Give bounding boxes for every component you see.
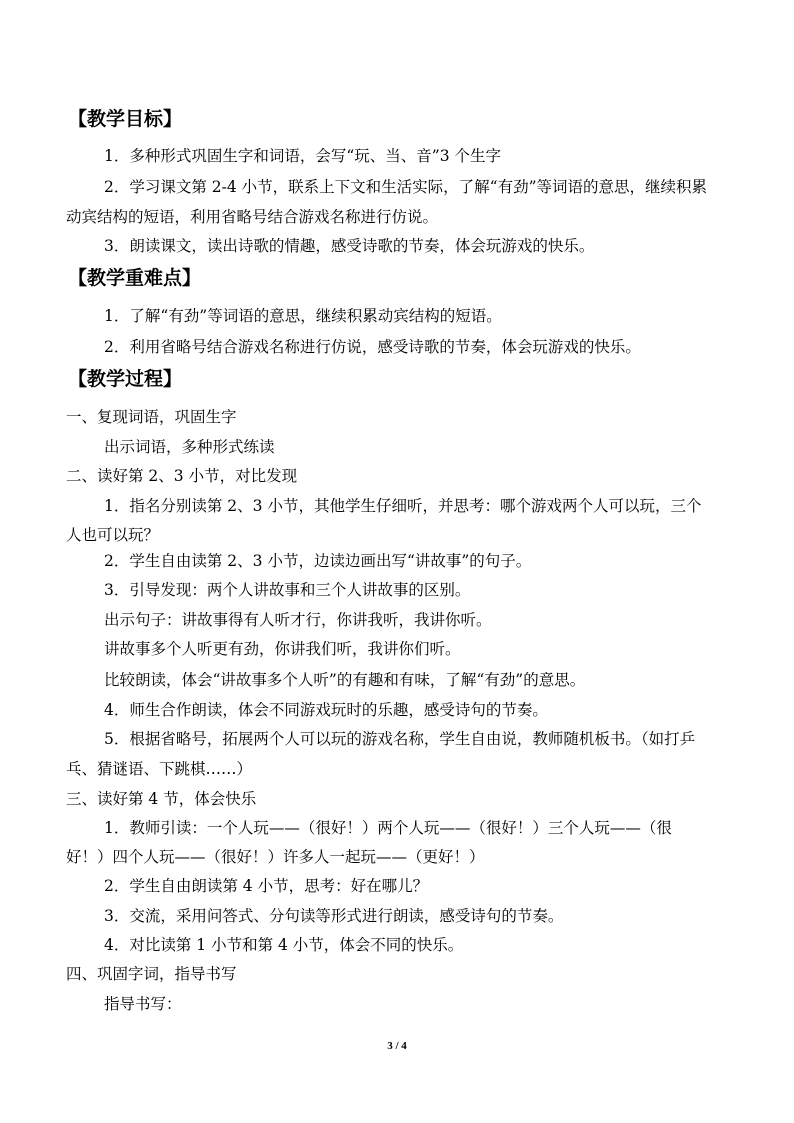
goal-item-1: 1．多种形式巩固生字和词语，会写“玩、当、音”3 个生字	[104, 147, 502, 165]
process-line: 出示词语，多种形式练读	[104, 438, 275, 456]
process-line: 4．师生合作朗读，体会不同游戏玩时的乐趣，感受诗句的节奏。	[104, 701, 548, 719]
process-line: 二、读好第 2、3 小节，对比发现	[66, 467, 298, 485]
process-line: 指导书写：	[104, 995, 182, 1013]
process-line: 3．交流，采用问答式、分句读等形式进行朗读，感受诗句的节奏。	[104, 907, 564, 925]
process-line: 4．对比读第 1 小节和第 4 小节，体会不同的快乐。	[104, 936, 464, 954]
process-line: 2．学生自由朗读第 4 小节，思考：好在哪儿？	[104, 877, 429, 895]
goal-item-2-cont: 动宾结构的短语，利用省略号结合游戏名称进行仿说。	[66, 208, 439, 226]
goal-item-2: 2．学习课文第 2-4 小节，联系上下文和生活实际，了解“有劲”等词语的意思，继续积累	[104, 178, 708, 196]
page-number: 3 / 4	[387, 1040, 407, 1052]
process-line: 1．指名分别读第 2、3 小节，其他学生仔细听，并思考：哪个游戏两个人可以玩，三个	[104, 497, 702, 515]
process-line: 一、复现词语，巩固生字	[66, 408, 237, 426]
process-line: 3．引导发现：两个人讲故事和三个人讲故事的区别。	[104, 581, 471, 599]
section-heading-process: 【教学过程】	[68, 368, 183, 390]
process-line: 乓、猜谜语、下跳棋……）	[66, 760, 253, 778]
section-heading-goals: 【教学目标】	[68, 108, 183, 130]
process-line: 5．根据省略号，拓展两个人可以玩的游戏名称，学生自由说，教师随机板书。（如打乒	[104, 730, 696, 748]
process-line: 好！）四个人玩——（很好！）许多人一起玩——（更好！）	[66, 848, 485, 866]
process-line: 人也可以玩？	[66, 526, 160, 544]
process-line: 讲故事多个人听更有劲，你讲我们听，我讲你们听。	[104, 640, 461, 658]
process-line: 1．教师引读：一个人玩——（很好！）两个人玩——（很好！）三个人玩——（很	[104, 819, 672, 837]
section-heading-key-points: 【教学重难点】	[68, 267, 202, 289]
process-line: 三、读好第 4 节，体会快乐	[66, 790, 257, 808]
process-line: 四、巩固字词，指导书写	[66, 965, 237, 983]
process-line: 出示句子：讲故事得有人听才行，你讲我听，我讲你听。	[104, 611, 492, 629]
key-point-1: 1．了解“有劲”等词语的意思，继续积累动宾结构的短语。	[104, 307, 502, 325]
key-point-2: 2．利用省略号结合游戏名称进行仿说，感受诗歌的节奏，体会玩游戏的快乐。	[104, 338, 641, 356]
goal-item-3: 3．朗读课文，读出诗歌的情趣，感受诗歌的节奏，体会玩游戏的快乐。	[104, 237, 595, 255]
process-line: 比较朗读，体会“讲故事多个人听”的有趣和有味，了解“有劲”的意思。	[104, 671, 586, 689]
process-line: 2．学生自由读第 2、3 小节，边读边画出写“讲故事”的句子。	[104, 552, 532, 570]
